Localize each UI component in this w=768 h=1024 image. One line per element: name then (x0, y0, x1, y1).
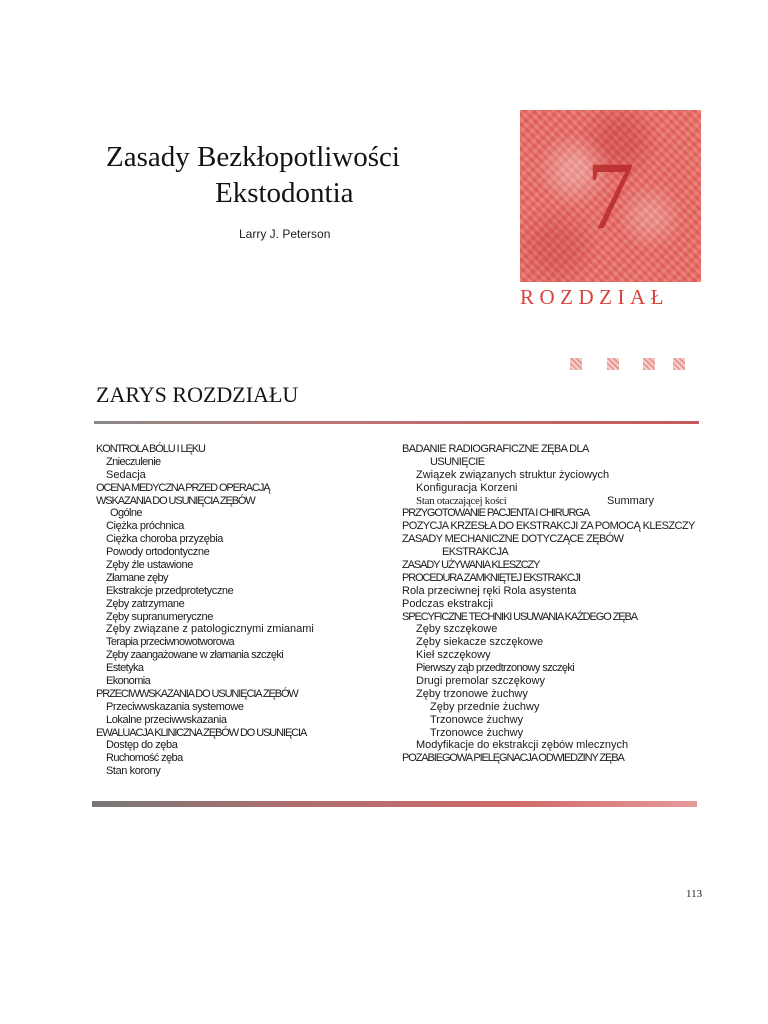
outline-entry: EWALUACJA KLINICZNA ZĘBÓW DO USUNIĘCIA (96, 726, 307, 739)
outline-entry: Pierwszy ząb przedtrzonowy szczęki (416, 662, 575, 675)
outline-entry: POZYCJA KRZESŁA DO EKSTRAKCJI ZA POMOCĄ KLESZCZY (402, 520, 695, 533)
outline-entry: Ogólne (110, 507, 142, 520)
outline-entry: Ciężka choroba przyzębia (106, 533, 223, 546)
outline-entry: Drugi premolar szczękowy (416, 675, 545, 688)
summary-label: Summary (607, 495, 655, 507)
outline-entry: Ciężka próchnica (106, 520, 184, 533)
outline-entry: ZASADY MECHANICZNE DOTYCZĄCE ZĘBÓW (402, 533, 624, 546)
outline-entry: PROCEDURA ZAMKNIĘTEJ EKSTRAKCJI (402, 571, 580, 584)
outline-entry: Trzonowce żuchwy (430, 726, 524, 739)
decorative-squares (570, 358, 685, 372)
outline-entry: Zęby trzonowe żuchwy (416, 687, 528, 700)
title-line-2: Ekstodontia (215, 177, 354, 209)
outline-entry: Ruchomość zęba (106, 752, 183, 765)
outline-entry: OCENA MEDYCZNA PRZED OPERACJĄ (96, 481, 270, 494)
outline-entry: Związek związanych struktur życiowych (416, 468, 610, 481)
outline-entry: ZASADY UŻYWANIA KLESZCZY (402, 559, 540, 572)
outline-entry: POZABIEGOWA PIELĘGNACJA ODWIEDZINY ZĘBA (402, 752, 624, 765)
outline-entry: Złamane zęby (106, 571, 168, 584)
decorative-square (570, 358, 582, 370)
outline-entry: Ekonomia (106, 675, 151, 688)
outline-entry: Zęby zaangażowane w złamania szczęki (106, 649, 284, 662)
outline-entry: Przeciwwskazania systemowe (106, 700, 244, 713)
outline-entry: PRZYGOTOWANIE PACJENTA I CHIRURGA (402, 507, 589, 520)
outline-entry: Stan korony (106, 765, 161, 778)
bottom-divider (92, 801, 697, 807)
author-name: Larry J. Peterson (239, 227, 331, 241)
outline-entry: BADANIE RADIOGRAFICZNE ZĘBA DLA (402, 443, 589, 455)
outline-entry: USUNIĘCIE (430, 455, 485, 468)
outline-entry: EKSTRAKCJA (442, 546, 509, 559)
outline-entry: Zęby szczękowe (416, 623, 498, 636)
outline-entry: Zęby źle ustawione (106, 559, 193, 572)
chapter-number-block (520, 110, 701, 282)
chapter-label: ROZDZIAŁ (520, 285, 669, 309)
chapter-number: 7 (586, 142, 635, 249)
outline-entry: Konfiguracja Korzeni (416, 481, 518, 494)
outline-entry: Lokalne przeciwwskazania (106, 713, 227, 726)
outline-entry: Znieczulenie (106, 455, 161, 468)
outline-entry: Stan otaczającej kości (416, 494, 507, 507)
outline-entry: Podczas ekstrakcji (402, 597, 494, 610)
page-number: 113 (686, 888, 703, 900)
outline-entry: WSKAZANIA DO USUNIĘCIA ZĘBÓW (96, 494, 255, 507)
outline-heading: ZARYS ROZDZIAŁU (96, 382, 299, 407)
top-divider (94, 421, 699, 424)
outline-entry: Sedacja (106, 468, 146, 481)
outline-entry: KONTROLA BÓLU I LĘKU (96, 443, 205, 455)
outline-left-column (96, 443, 386, 778)
decorative-square (673, 358, 685, 370)
outline-entry: Zęby związane z patologicznymi zmianami (106, 623, 314, 636)
outline-entry: Terapia przeciwnowotworowa (106, 636, 235, 649)
outline-entry: Ekstrakcje przedprotetyczne (106, 584, 234, 597)
outline-entry: Zęby zatrzymane (106, 597, 185, 610)
outline-right-column (402, 443, 702, 765)
decorative-square (607, 358, 619, 370)
outline-entry: Dostęp do zęba (106, 739, 178, 752)
outline-entry: Rola przeciwnej ręki Rola asystenta (402, 584, 577, 597)
outline-entry: Zęby siekacze szczękowe (416, 636, 544, 649)
outline-entry: Estetyka (106, 662, 144, 675)
outline-entry: Powody ortodontyczne (106, 546, 210, 559)
outline-entry: Modyfikacje do ekstrakcji zębów mlecznych (416, 739, 629, 752)
title-line-1: Zasady Bezkłopotliwości (106, 141, 400, 173)
outline-entry: Trzonowce żuchwy (430, 713, 524, 726)
outline-entry: SPECYFICZNE TECHNIKI USUWANIA KAŻDEGO ZĘBA (402, 610, 637, 623)
outline-entry: Kieł szczękowy (416, 649, 491, 662)
outline-entry: PRZECIWWSKAZANIA DO USUNIĘCIA ZĘBÓW (96, 687, 298, 700)
outline-entry: Zęby przednie żuchwy (430, 700, 540, 713)
outline-entry: Zęby supranumeryczne (106, 610, 213, 623)
decorative-square (643, 358, 655, 370)
